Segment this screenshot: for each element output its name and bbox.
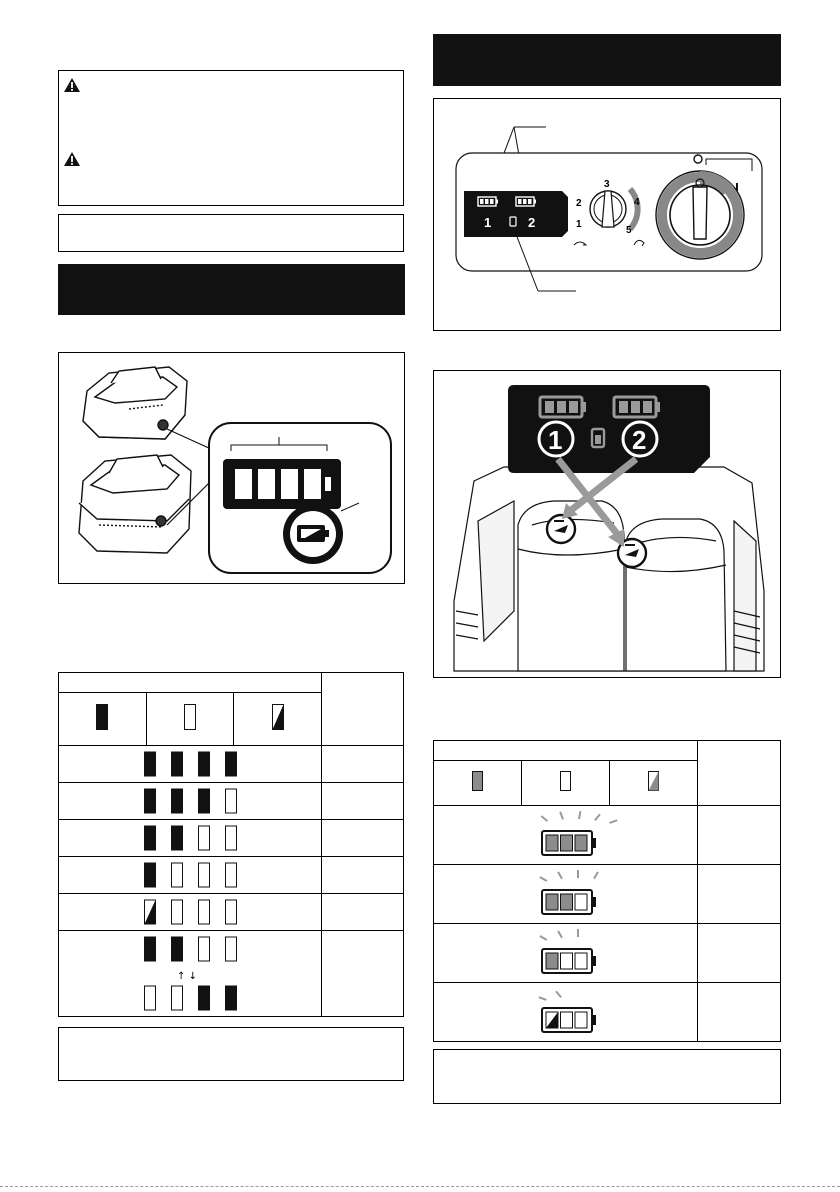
table-row (59, 931, 322, 1017)
blink-ray (594, 872, 598, 879)
capacity-cell (322, 931, 404, 1017)
lamp-lit-icon (96, 704, 108, 730)
indicator-lamp-on (199, 789, 210, 813)
page-bottom-rule (0, 1186, 840, 1187)
battery-bay-figure (433, 370, 781, 678)
lamp-row-graphic (59, 860, 321, 890)
capacity-indicator-table (58, 672, 404, 1017)
lamp-off-icon (560, 771, 571, 791)
indicator-lamp-on (199, 986, 210, 1010)
battery-tip (592, 956, 596, 966)
indicator-lamps-header (59, 673, 322, 693)
legend-lit (434, 761, 522, 806)
indicator-lamp-on (145, 937, 156, 961)
battery-cartridge-illustration (59, 353, 404, 583)
capacity-cell (322, 820, 404, 857)
indicator-lamp-off (199, 900, 210, 924)
dial-number: 4 (634, 197, 640, 208)
warning-triangle-icon (63, 151, 81, 167)
battery-cell-off (561, 953, 573, 969)
battery-cell-off (575, 894, 587, 910)
table-row (59, 820, 322, 857)
capacity-cell (697, 865, 780, 924)
indicator-lamp-off (226, 863, 237, 887)
table-row (434, 983, 698, 1042)
capacity-cell (322, 783, 404, 820)
blink-ray (540, 936, 547, 940)
indicator-lamp-on (172, 752, 183, 776)
table-row (59, 746, 322, 783)
indicator-lamp-off (172, 986, 183, 1010)
note-box (58, 1027, 404, 1081)
battery-cartridge-icon (83, 367, 187, 439)
indicator-lamp-on (145, 752, 156, 776)
legend-off (521, 761, 609, 806)
battery-cell-off (561, 1012, 573, 1028)
note-box (58, 214, 404, 252)
indicator-lamps-header (434, 741, 698, 761)
blink-ray (540, 877, 547, 881)
blink-ray (579, 811, 580, 819)
battery-charge-icon (434, 984, 696, 1040)
tool-control-panel-icon (434, 99, 780, 330)
indicator-lamp-off (226, 789, 237, 813)
capacity-cell (322, 857, 404, 894)
blink-ray (541, 816, 547, 821)
table-row (434, 924, 698, 983)
indicator-lamp-on (226, 986, 237, 1010)
battery-cell-grey (546, 953, 558, 969)
indicator-lamp-off (199, 863, 210, 887)
lamp-row-graphic (59, 897, 321, 927)
battery-cell-grey (561, 894, 573, 910)
battery-cartridge-icon (79, 455, 191, 553)
table-row (434, 865, 698, 924)
slot-number-label: 1 (484, 215, 492, 230)
indicator-lamp-on (172, 789, 183, 813)
lamp-blinking-icon (648, 771, 659, 791)
battery-cell-off (575, 953, 587, 969)
indicator-lamp-off (226, 937, 237, 961)
capacity-cell (697, 924, 780, 983)
battery-indicator-figure (58, 352, 405, 584)
battery-overheat-icon (283, 504, 343, 564)
blink-ray (610, 820, 618, 823)
battery-cell-grey (561, 835, 573, 851)
battery-tip (592, 838, 596, 848)
battery-charge-icon (434, 807, 696, 863)
indicator-lamp-on (172, 937, 183, 961)
indicator-lamp-off (199, 937, 210, 961)
slot-number-label: 1 (548, 425, 563, 455)
indicator-lamp-on (145, 826, 156, 850)
capacity-cell (322, 894, 404, 931)
table-row (59, 857, 322, 894)
battery-cell-off (575, 1012, 587, 1028)
indicator-lamp-off (145, 986, 156, 1010)
indicator-lamp-on (145, 863, 156, 887)
toggle-arrows: ↑ ↓ (177, 970, 197, 982)
dial-number: 3 (604, 179, 610, 190)
legend-off (146, 693, 234, 746)
capacity-cell (697, 983, 780, 1042)
table-row (59, 783, 322, 820)
lamp-row-graphic (59, 934, 321, 1014)
slot-number-label: 2 (528, 215, 536, 230)
remaining-capacity-header (322, 673, 404, 746)
indicator-lamp-off (199, 826, 210, 850)
table-row (59, 894, 322, 931)
section-heading-bar (58, 264, 405, 315)
lamp-off-icon (184, 704, 196, 730)
legend-lit (59, 693, 147, 746)
battery-cell-grey (546, 835, 558, 851)
lamp-row-graphic (59, 823, 321, 853)
legend-blinking (609, 761, 697, 806)
battery-port-arrow-icon (547, 515, 575, 543)
battery-tip (592, 1015, 596, 1025)
battery-cell-grey (546, 894, 558, 910)
battery-tip (592, 897, 596, 907)
blink-ray (558, 931, 562, 938)
warning-triangle-icon (63, 77, 81, 93)
blink-ray (539, 997, 547, 1000)
battery-bay-illustration (434, 371, 780, 677)
battery-charge-icon (434, 866, 696, 922)
blink-ray (556, 991, 561, 997)
lamp-blinking-icon (272, 704, 284, 730)
table-row (434, 806, 698, 865)
battery-cell-grey (575, 835, 587, 851)
dial-number: 2 (576, 198, 582, 209)
indicator-lamp-off (226, 900, 237, 924)
indicator-lamp-off (172, 863, 183, 887)
blink-ray (595, 814, 600, 820)
indicator-lamp-on (199, 752, 210, 776)
lamp-lit-icon (472, 771, 483, 791)
slot-number-label: 2 (632, 425, 647, 455)
indicator-lamp-on (226, 752, 237, 776)
lamp-row-graphic (59, 786, 321, 816)
charge-indicator-table (433, 740, 781, 1042)
indicator-lamp-off (172, 900, 183, 924)
section-heading-bar (433, 34, 781, 86)
lamp-row-graphic (59, 749, 321, 779)
indicator-lamp-on (172, 826, 183, 850)
capacity-cell (322, 746, 404, 783)
tool-control-panel-figure (433, 98, 781, 331)
battery-charge-icon (434, 925, 696, 981)
note-box (433, 1049, 781, 1104)
warning-box (58, 70, 404, 206)
indicator-lamp-on (145, 789, 156, 813)
dial-number: 5 (626, 225, 632, 236)
blink-ray (560, 812, 563, 820)
dial-number: 1 (576, 219, 582, 230)
indicator-lamp-off (226, 826, 237, 850)
remaining-capacity-header (697, 741, 780, 806)
capacity-cell (697, 806, 780, 865)
legend-blinking (234, 693, 322, 746)
blink-ray (558, 872, 562, 879)
